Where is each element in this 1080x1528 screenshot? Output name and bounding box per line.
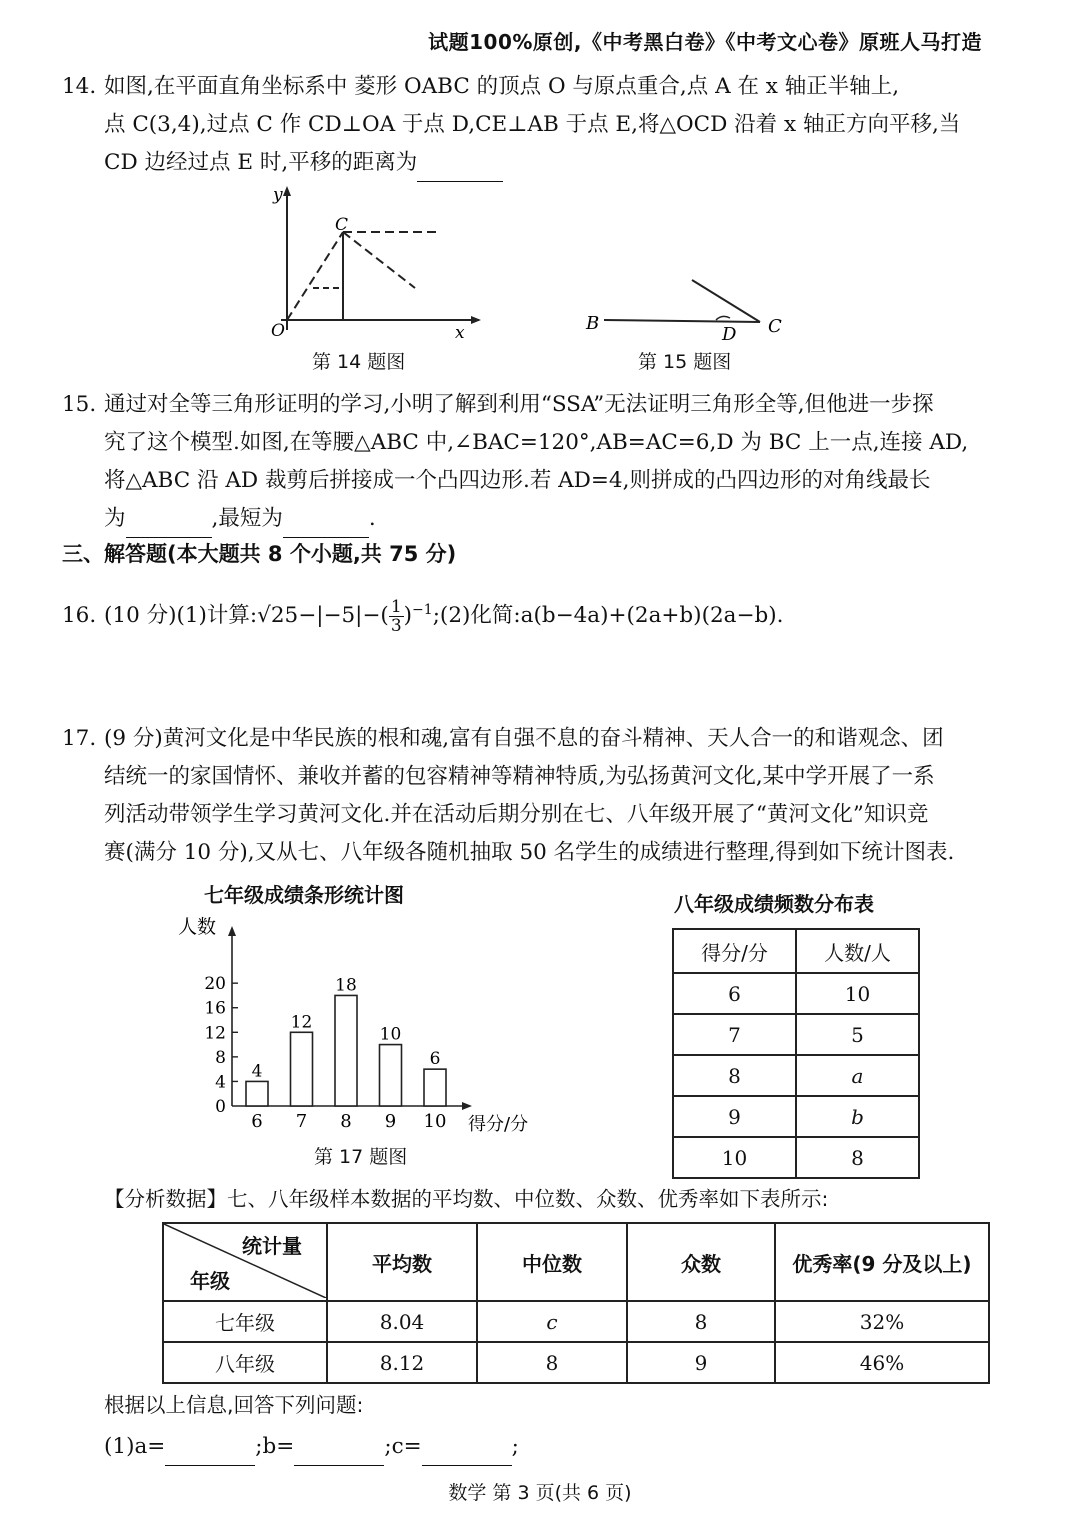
question-text-line: 点 C(3,4),过点 C 作 CD⊥OA 于点 D,CE⊥AB 于点 E,将△OCD 沿着 x 轴正方向平移,当	[104, 112, 961, 137]
angle-mark	[716, 316, 730, 320]
question-15	[62, 386, 992, 538]
table-header-cell: 中位数	[477, 1223, 627, 1301]
answer-blank-longest[interactable]	[126, 515, 212, 538]
chart-xlabel: 得分/分	[468, 1114, 529, 1135]
question-text-line: 究了这个模型.如图,在等腰△ABC 中,∠BAC=120°,AB=AC=6,D 为 BC 上一点,连接 AD,	[104, 430, 969, 455]
table-cell: 8	[627, 1301, 775, 1342]
table-cell: a	[796, 1055, 919, 1096]
answer-blank-a[interactable]	[165, 1443, 255, 1466]
table-header-cell: 平均数	[327, 1223, 477, 1301]
question-text: ;	[511, 1434, 519, 1459]
bar-value-label: 10	[379, 1024, 402, 1045]
question-text-line: 通过对全等三角形证明的学习,小明了解到利用“SSA”无法证明三角形全等,但他进一步探	[104, 392, 934, 417]
grade8-table-title: 八年级成绩频数分布表	[674, 892, 874, 916]
answer-blank-c[interactable]	[422, 1443, 512, 1466]
x-tick-label: 9	[384, 1111, 397, 1132]
bar-chart	[170, 908, 550, 1138]
answer-blank-shortest[interactable]	[283, 515, 369, 538]
page-header: 试题100%原创,《中考黑白卷》《中考文心卷》原班人马打造	[428, 30, 982, 54]
table-row	[163, 1342, 989, 1383]
table-header-cell: 优秀率(9 分及以上)	[775, 1223, 989, 1301]
y-tick-label: 16	[204, 998, 226, 1019]
question-text-line: 如图,在平面直角坐标系中 菱形 OABC 的顶点 O 与原点重合,点 A 在 x 轴正半轴上,	[104, 74, 900, 99]
table-cell: 八年级	[163, 1342, 327, 1383]
label-o: O	[271, 321, 285, 340]
answer-blank-b[interactable]	[294, 1443, 384, 1466]
y-tick-label: 0	[215, 1097, 226, 1117]
segment-ac	[692, 280, 760, 322]
label-c: C	[768, 316, 782, 337]
segment-ce	[343, 232, 415, 288]
label-y: y	[273, 185, 283, 205]
question-text-line: 列活动带领学生学习黄河文化.并在活动后期分别在七、八年级开展了“黄河文化”知识竞	[104, 802, 929, 827]
figure-15	[580, 272, 800, 348]
x-tick-label: 7	[295, 1111, 308, 1132]
question-number: 16.	[62, 603, 97, 629]
table-row	[673, 973, 919, 1014]
x-tick-label: 10	[423, 1111, 447, 1132]
bar-value-label: 6	[429, 1049, 441, 1070]
bar	[246, 1081, 268, 1106]
y-tick-label: 4	[215, 1072, 226, 1093]
corner-top-label: 统计量	[242, 1234, 302, 1258]
fraction-denominator: 3	[390, 615, 402, 636]
bar-value-label: 12	[290, 1012, 313, 1033]
question-text-line: 将△ABC 沿 AD 裁剪后拼接成一个凸四边形.若 AD=4,则拼成的凸四边形的对角线最长	[104, 468, 931, 493]
section-heading: 三、解答题(本大题共 8 个小题,共 75 分)	[62, 542, 457, 566]
question-text: (1)a=	[104, 1434, 166, 1459]
table-cell: 8.12	[327, 1342, 477, 1383]
y-tick-label: 12	[204, 1023, 226, 1044]
table-cell: 32%	[775, 1301, 989, 1342]
question-text: .	[368, 506, 376, 531]
table-header-row	[163, 1223, 989, 1301]
x-axis-arrow	[471, 316, 481, 324]
table-corner-cell	[163, 1223, 327, 1301]
question-text: (10 分)(1)计算:√25−|−5|−(	[104, 603, 389, 629]
question-14	[62, 68, 992, 182]
table-cell: 8.04	[327, 1301, 477, 1342]
x-tick-label: 6	[251, 1111, 263, 1132]
question-number: 14.	[62, 74, 97, 99]
side-oc	[287, 232, 343, 320]
bar-value-label: 4	[251, 1061, 263, 1082]
question-text-line: 赛(满分 10 分),又从七、八年级各随机抽取 50 名学生的成绩进行整理,得到如下统计图表.	[104, 840, 955, 865]
label-b: B	[586, 313, 600, 334]
chart-x-arrow	[462, 1102, 472, 1110]
bar	[424, 1069, 446, 1106]
y-tick-label: 8	[215, 1047, 226, 1068]
table-cell: 6	[673, 973, 796, 1014]
sub-question-1	[104, 1428, 1034, 1466]
y-axis-arrow	[283, 186, 291, 196]
chart-title: 七年级成绩条形统计图	[204, 883, 404, 907]
figure-15-caption: 第 15 题图	[638, 351, 732, 373]
table-header-cell: 人数/人	[796, 929, 919, 973]
table-row	[673, 1096, 919, 1137]
chart-ylabel: 人数	[178, 916, 217, 938]
table-header-row	[673, 929, 919, 973]
chart-caption: 第 17 题图	[314, 1146, 408, 1168]
label-c: C	[335, 215, 349, 235]
question-text-line: CD 边经过点 E 时,平移的距离为	[104, 150, 418, 175]
question-16	[62, 588, 992, 638]
x-tick-label: 8	[340, 1111, 352, 1132]
fraction-numerator: 1	[390, 596, 402, 617]
table-cell: 8	[796, 1137, 919, 1178]
table-cell: 7	[673, 1014, 796, 1055]
answer-blank[interactable]	[417, 159, 503, 182]
table-cell: 9	[673, 1096, 796, 1137]
table-cell: c	[477, 1301, 627, 1342]
table-header-cell: 得分/分	[673, 929, 796, 973]
page-footer: 数学 第 3 页(共 6 页)	[448, 1482, 632, 1504]
table-cell: 8	[477, 1342, 627, 1383]
grade8-frequency-table	[672, 928, 920, 1179]
question-text: ,最短为	[211, 506, 283, 531]
question-text: ;(2)化简:a(b−4a)+(2a+b)(2a−b).	[432, 603, 784, 629]
question-text: ;c=	[384, 1434, 422, 1459]
question-number: 17.	[62, 726, 97, 751]
corner-bottom-label: 年级	[190, 1269, 230, 1293]
figure-14-caption: 第 14 题图	[312, 351, 406, 373]
table-row	[163, 1301, 989, 1342]
table-cell: 10	[796, 973, 919, 1014]
question-text-line: (9 分)黄河文化是中华民族的根和魂,富有自强不息的奋斗精神、天人合一的和谐观念、团	[104, 726, 944, 751]
exponent: −1	[412, 602, 433, 618]
segment-bc	[604, 320, 760, 322]
table-row	[673, 1055, 919, 1096]
bar	[335, 995, 357, 1106]
table-cell: b	[796, 1096, 919, 1137]
question-text: ;b=	[255, 1434, 295, 1459]
bar	[291, 1032, 313, 1106]
bar	[380, 1045, 402, 1106]
question-text: )	[403, 603, 413, 629]
label-d: D	[722, 324, 737, 345]
table-header-cell: 众数	[627, 1223, 775, 1301]
question-text-line: 结统一的家国情怀、兼收并蓄的包容精神等精神特质,为弘扬黄河文化,某中学开展了一系	[104, 764, 935, 789]
table-row	[673, 1014, 919, 1055]
question-17	[62, 720, 992, 872]
table-cell: 8	[673, 1055, 796, 1096]
table-cell: 5	[796, 1014, 919, 1055]
table-cell: 46%	[775, 1342, 989, 1383]
fraction	[389, 598, 404, 635]
table-cell: 七年级	[163, 1301, 327, 1342]
y-tick-label: 20	[204, 974, 226, 995]
question-number: 15.	[62, 392, 97, 417]
analysis-intro: 【分析数据】七、八年级样本数据的平均数、中位数、众数、优秀率如下表所示:	[104, 1187, 829, 1211]
chart-y-arrow	[228, 926, 236, 936]
table-cell: 9	[627, 1342, 775, 1383]
question-text: 为	[104, 506, 126, 531]
analysis-table	[162, 1222, 990, 1384]
table-row	[673, 1137, 919, 1178]
bar-value-label: 18	[335, 975, 357, 996]
figure-14	[255, 180, 495, 340]
label-x: x	[455, 323, 465, 340]
table-cell: 10	[673, 1137, 796, 1178]
answer-prompt: 根据以上信息,回答下列问题:	[104, 1393, 364, 1417]
